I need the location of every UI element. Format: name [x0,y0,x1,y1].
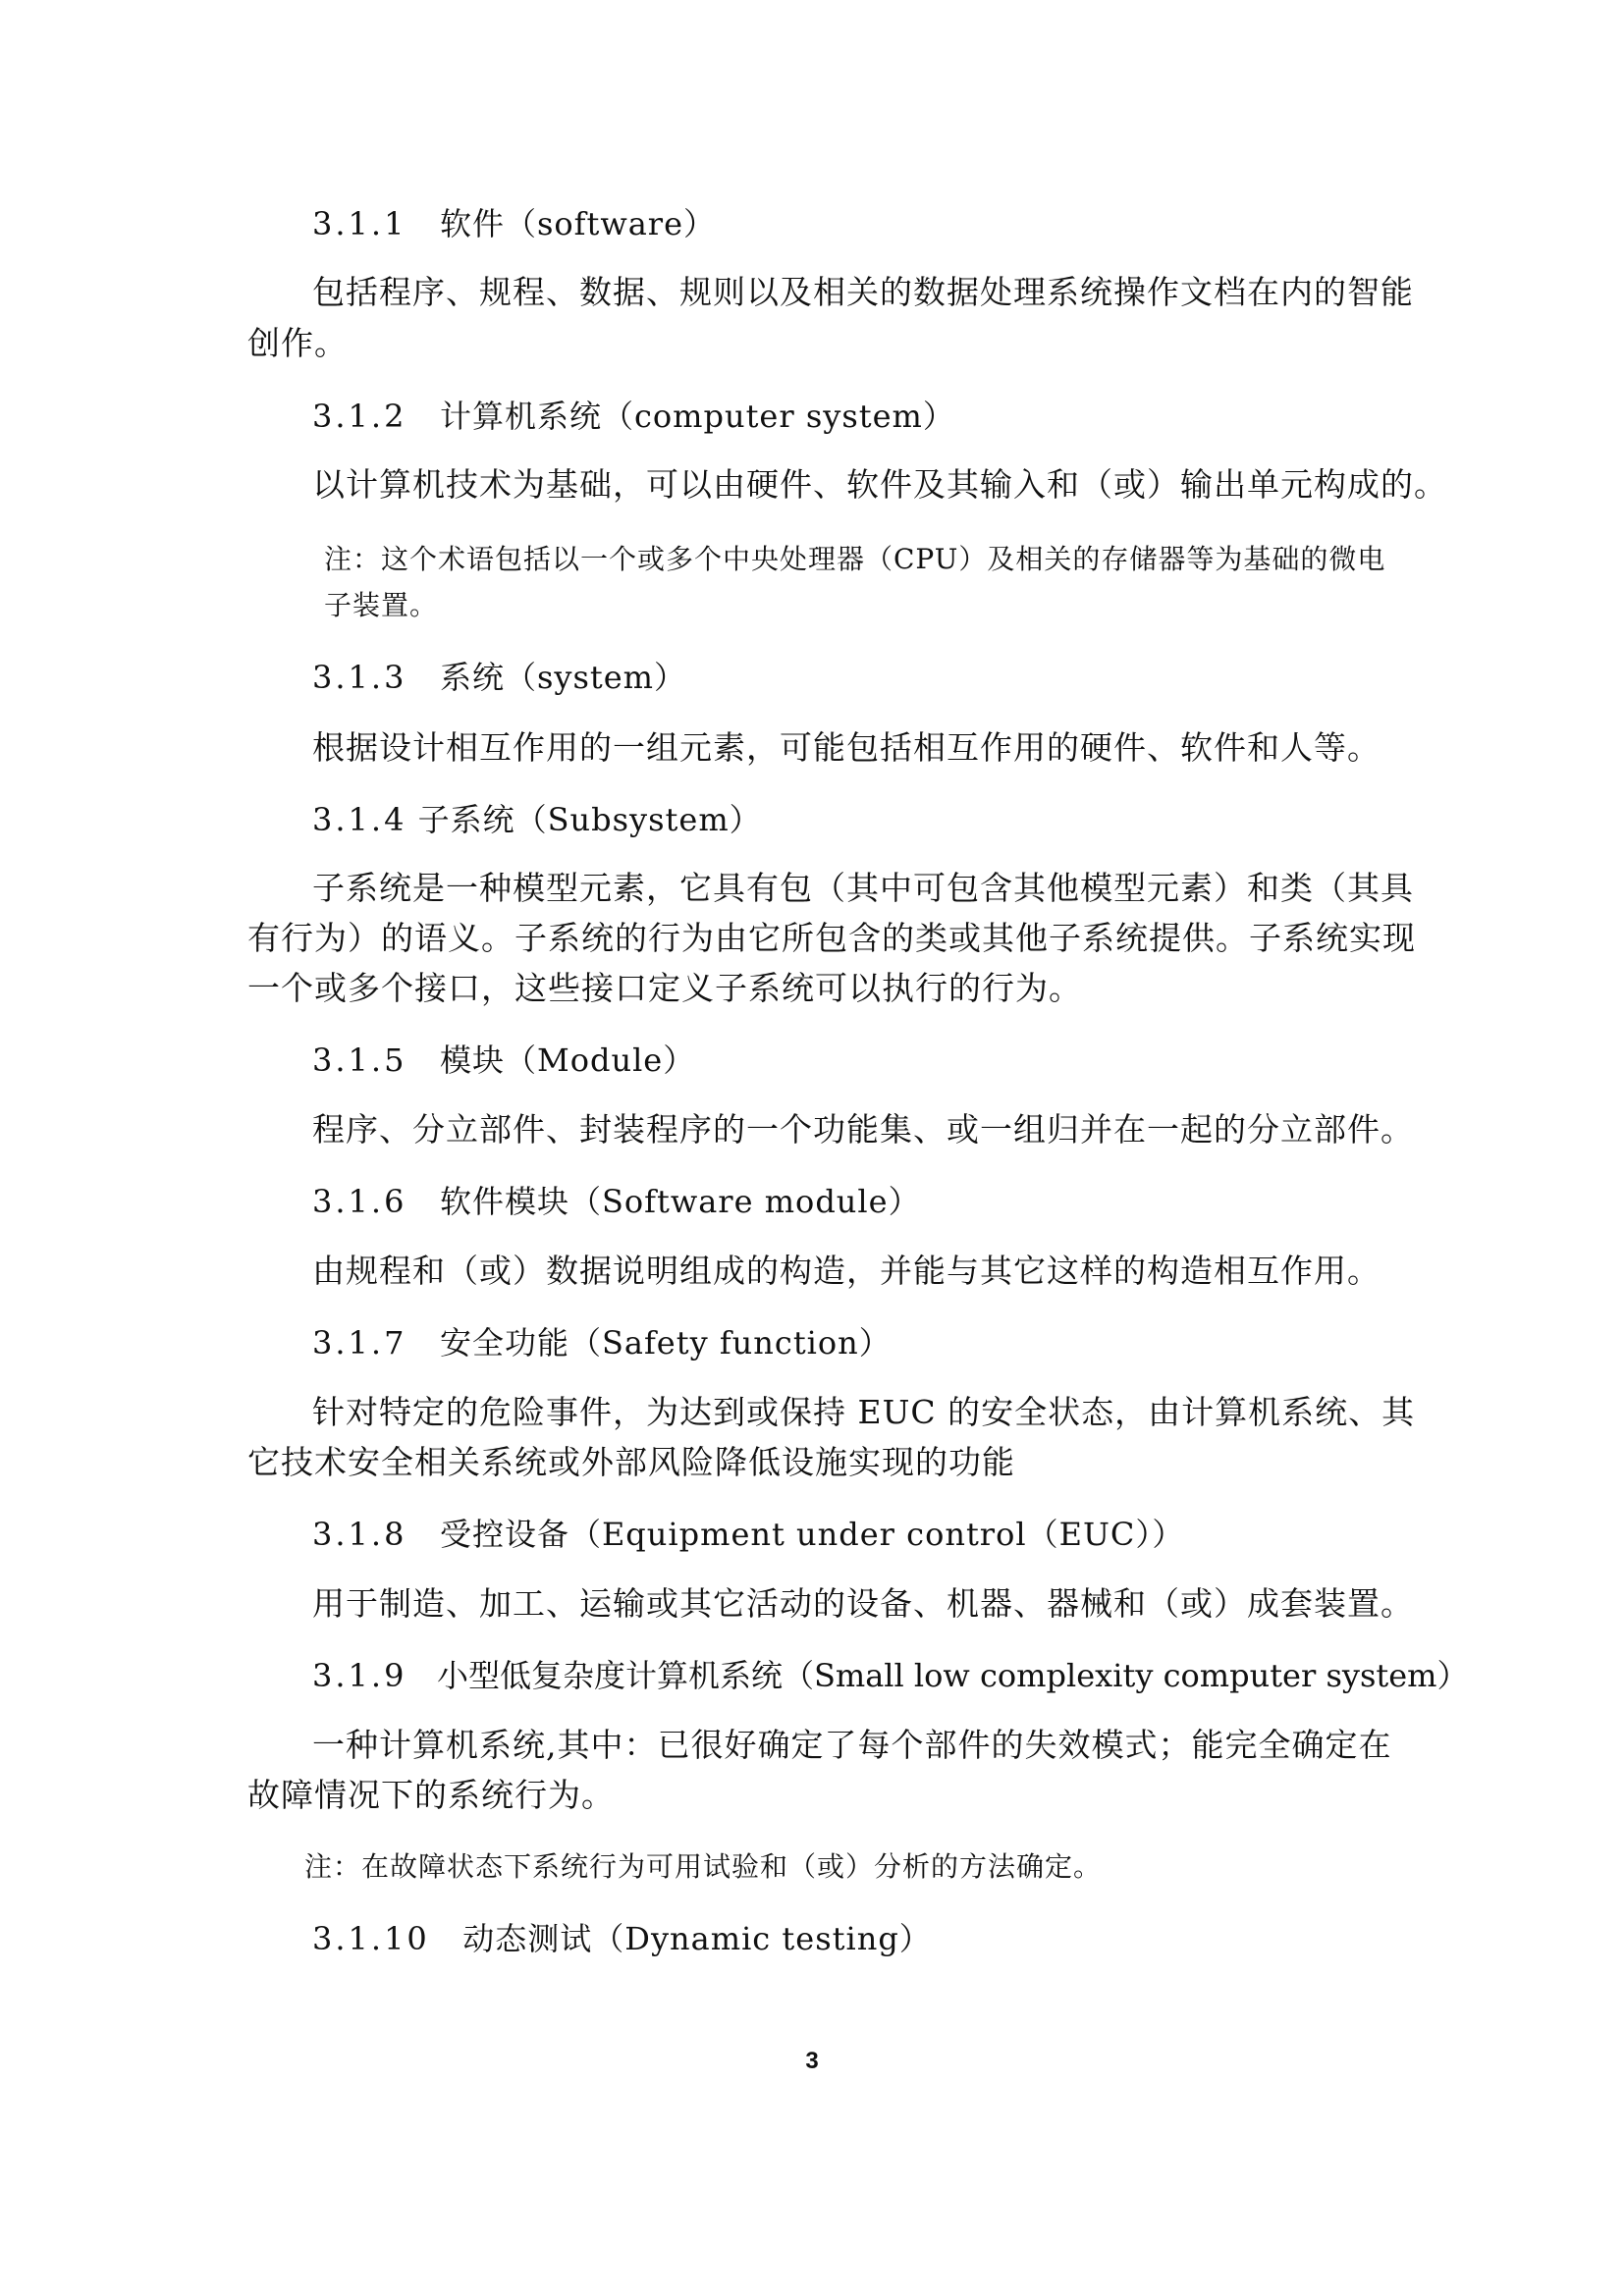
section-title: 安全功能（Safety function） [439,1324,892,1362]
section-title: 小型低复杂度计算机系统（Small low complexity computer system） [436,1657,1469,1694]
note-text: 注：这个术语包括以一个或多个中央处理器（CPU）及相关的存储器等为基础的微电 [324,543,1386,575]
section-number: 3.1.9 [312,1657,407,1694]
section-title: 系统（system） [439,659,687,696]
section-heading [312,1041,695,1080]
body-text: 一种计算机系统,其中：已很好确定了每个部件的失效模式；能完全确定在 [312,1726,1392,1764]
body-text: 子系统是一种模型元素，它具有包（其中可包含其他模型元素）和类（其具 [312,869,1414,907]
body-text: 包括程序、规程、数据、规则以及相关的数据处理系统操作文档在内的智能 [312,273,1414,311]
section-number: 3.1.6 [312,1183,407,1220]
section-heading [312,1323,892,1362]
section-heading [312,1515,1184,1554]
body-text: 一个或多个接口，这些接口定义子系统可以执行的行为。 [247,969,1082,1007]
section-heading [312,397,955,436]
section-heading [312,658,686,697]
section-number: 3.1.3 [312,659,407,696]
section-number: 3.1.2 [312,398,407,435]
body-text: 由规程和（或）数据说明组成的构造，并能与其它这样的构造相互作用。 [312,1252,1380,1290]
body-text: 以计算机技术为基础，可以由硬件、软件及其输入和（或）输出单元构成的。 [312,465,1447,504]
section-number: 3.1.1 [312,205,407,242]
note-text: 注：在故障状态下系统行为可用试验和（或）分析的方法确定。 [304,1850,1103,1883]
page-number: 3 [805,2048,819,2074]
body-text: 针对特定的危险事件，为达到或保持 EUC 的安全状态，由计算机系统、其 [312,1393,1416,1431]
body-text: 创作。 [247,324,348,362]
section-heading [312,204,716,243]
section-heading [312,800,762,839]
body-text: 有行为）的语义。子系统的行为由它所包含的类或其他子系统提供。子系统实现 [247,919,1416,957]
section-heading [312,1182,921,1221]
section-title: 模块（Module） [439,1041,696,1079]
section-number: 3.1.4 [312,801,407,838]
section-title: 动态测试（Dynamic testing） [462,1920,932,1957]
section-title: 软件模块（Software module） [439,1183,921,1220]
body-text: 它技术安全相关系统或外部风险降低设施实现的功能 [247,1443,1015,1481]
section-title: 计算机系统（computer system） [439,398,955,435]
body-text: 用于制造、加工、运输或其它活动的设备、机器、器械和（或）成套装置。 [312,1584,1414,1623]
body-text: 程序、分立部件、封装程序的一个功能集、或一组归并在一起的分立部件。 [312,1110,1414,1148]
body-text: 故障情况下的系统行为。 [247,1776,615,1814]
body-text: 根据设计相互作用的一组元素，可能包括相互作用的硬件、软件和人等。 [312,728,1380,767]
section-title: 软件（software） [439,205,717,242]
section-number: 3.1.7 [312,1324,407,1362]
section-number: 3.1.10 [312,1920,430,1957]
section-number: 3.1.8 [312,1516,407,1553]
section-heading [312,1656,1469,1695]
section-number: 3.1.5 [312,1041,407,1079]
section-heading [312,1919,932,1958]
section-title: 子系统（Subsystem） [417,801,762,838]
section-title: 受控设备（Equipment under control（EUC）） [439,1516,1185,1553]
note-text: 子装置。 [324,589,439,621]
